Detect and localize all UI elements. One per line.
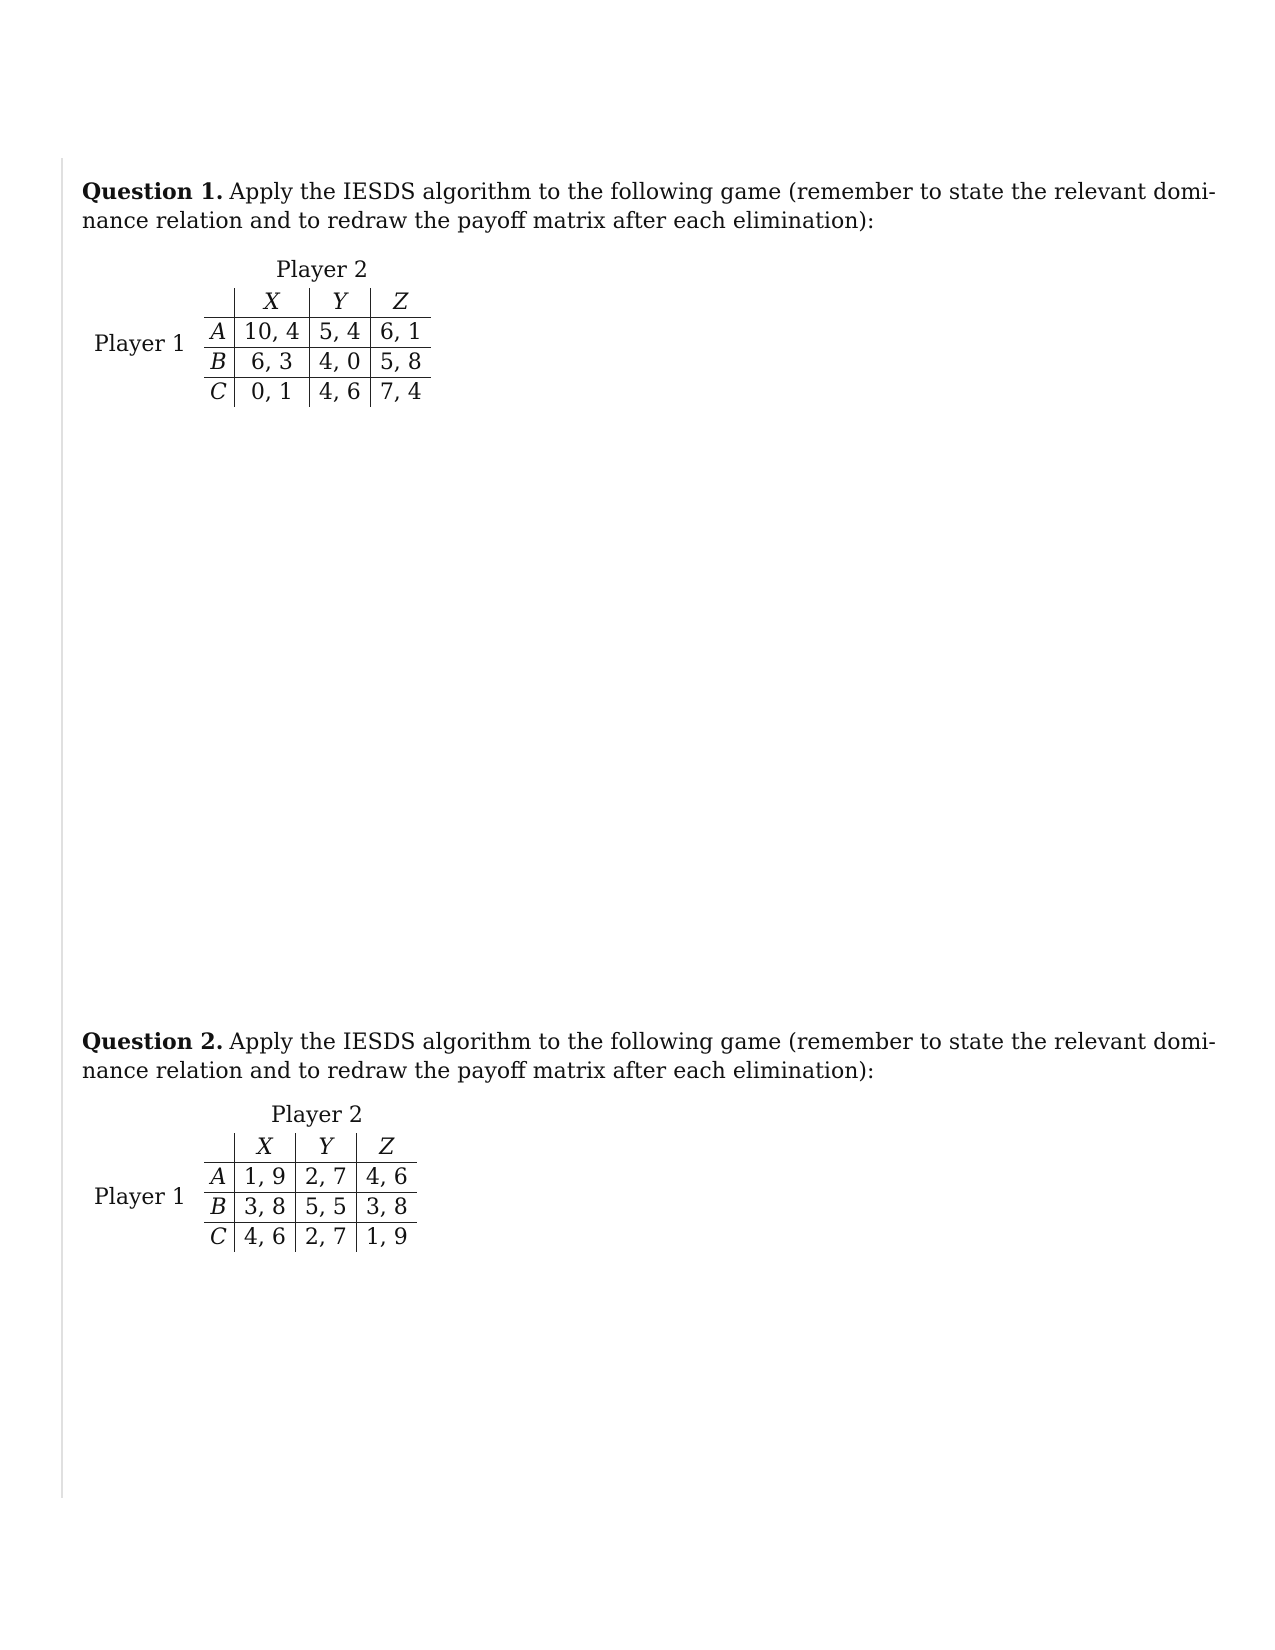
game-1-cell-c-y: 4, 6: [309, 378, 370, 408]
game-2-corner-cell: [204, 1133, 234, 1163]
game-2-cell-a-z: 4, 6: [356, 1163, 416, 1193]
game-1-payoff-matrix: [204, 288, 431, 407]
game-2-cell-c-z: 1, 9: [365, 1225, 408, 1250]
game-1-col-x: X: [234, 288, 309, 318]
game-1-cell-a-y: 5, 4: [309, 318, 370, 348]
game-1-cell-b-x: 6, 3: [234, 348, 309, 378]
game-1-cell-c-z: 7, 4: [379, 380, 422, 405]
game-1-cell-a-x: 10, 4: [234, 318, 309, 348]
game-2-row-a: [204, 1163, 417, 1193]
question-1: [82, 178, 1216, 236]
question-1-text-1: Apply the IESDS algorithm to the following game (remember to state the relevant domi-: [229, 180, 1216, 205]
game-2-col-z: Z: [356, 1133, 416, 1163]
question-2-title: Question 2.: [82, 1029, 224, 1055]
game-1-row-a: [204, 318, 431, 348]
game-1-col-z: Z: [370, 288, 430, 318]
question-2: [82, 1028, 1216, 1086]
game-2-player-1-label: Player 1: [94, 1185, 186, 1210]
question-1-line-1: [82, 178, 1216, 207]
question-1-text-2: nance relation and to redraw the payoff matrix after each elimination):: [82, 209, 875, 234]
question-2-line-1: [82, 1028, 1216, 1057]
question-1-title: Question 1.: [82, 179, 224, 205]
game-2-player-2-label: Player 2: [271, 1103, 363, 1128]
game-2-row-c: [204, 1223, 417, 1253]
game-2-cell-b-y: 5, 5: [295, 1193, 356, 1223]
game-2-cell-a-x: 1, 9: [234, 1163, 295, 1193]
game-1-cell-b-z: 5, 8: [370, 348, 430, 378]
game-1-col-y: Y: [309, 288, 370, 318]
game-2-cell-b-x: 3, 8: [234, 1193, 295, 1223]
game-1-player-2-label: Player 2: [276, 258, 368, 283]
game-2-row-a-label: A: [204, 1163, 234, 1193]
game-2-col-y: Y: [295, 1133, 356, 1163]
game-1-cell-a-z: 6, 1: [370, 318, 430, 348]
left-margin-rule: [61, 158, 63, 1498]
game-1-cell-c-x: 0, 1: [234, 378, 309, 408]
game-1-row-b: [204, 348, 431, 378]
game-1-player-1-label: Player 1: [94, 332, 186, 357]
game-2-header-row: [204, 1133, 417, 1163]
game-1-header-row: [204, 288, 431, 318]
game-2-row-c-label: C: [204, 1223, 234, 1253]
game-2-cell-c-x: 4, 6: [234, 1223, 295, 1253]
game-1-corner-cell: [204, 288, 234, 318]
game-1-row-a-label: A: [204, 318, 234, 348]
game-1-row-c: [204, 378, 431, 408]
game-2-col-x: X: [234, 1133, 295, 1163]
game-1-row-b-label: B: [204, 348, 234, 378]
question-2-text-2: nance relation and to redraw the payoff matrix after each elimination):: [82, 1059, 875, 1084]
game-2-row-b-label: B: [204, 1193, 234, 1223]
game-2-row-b: [204, 1193, 417, 1223]
game-2-cell-c-y: 2, 7: [295, 1223, 356, 1253]
game-2-payoff-matrix: [204, 1133, 417, 1252]
game-1-row-c-label: C: [204, 378, 234, 408]
game-2-cell-b-z: 3, 8: [356, 1193, 416, 1223]
question-2-text-1: Apply the IESDS algorithm to the following game (remember to state the relevant domi-: [229, 1030, 1216, 1055]
game-2-cell-a-y: 2, 7: [295, 1163, 356, 1193]
game-1-cell-b-y: 4, 0: [309, 348, 370, 378]
